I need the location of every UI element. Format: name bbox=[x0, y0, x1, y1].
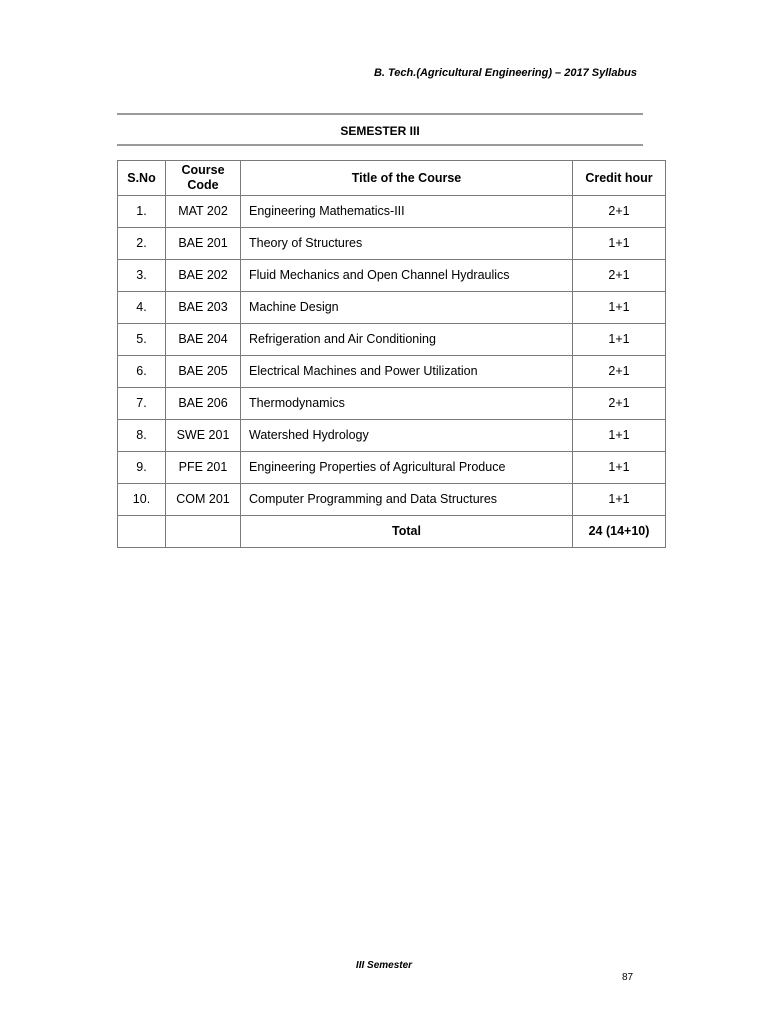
cell-credit-hour: 1+1 bbox=[573, 420, 666, 452]
cell-course-code: SWE 201 bbox=[166, 420, 241, 452]
cell-credit-hour: 1+1 bbox=[573, 324, 666, 356]
table-row bbox=[118, 452, 666, 484]
column-header-credit-hour: Credit hour bbox=[573, 161, 666, 196]
cell-course-title: Electrical Machines and Power Utilization bbox=[241, 356, 573, 388]
footer-semester-label: III Semester bbox=[355, 960, 413, 971]
empty-cell bbox=[166, 516, 241, 548]
cell-sno: 6. bbox=[118, 356, 166, 388]
cell-sno: 7. bbox=[118, 388, 166, 420]
column-header-course-code: Course Code bbox=[166, 161, 241, 196]
table-row bbox=[118, 484, 666, 516]
cell-credit-hour: 1+1 bbox=[573, 228, 666, 260]
table-body bbox=[118, 196, 666, 548]
cell-course-code: COM 201 bbox=[166, 484, 241, 516]
cell-course-title: Engineering Mathematics-III bbox=[241, 196, 573, 228]
cell-course-title: Engineering Properties of Agricultural Produce bbox=[241, 452, 573, 484]
cell-sno: 2. bbox=[118, 228, 166, 260]
cell-sno: 3. bbox=[118, 260, 166, 292]
cell-course-title: Machine Design bbox=[241, 292, 573, 324]
total-label: Total bbox=[241, 516, 573, 548]
cell-sno: 4. bbox=[118, 292, 166, 324]
cell-sno: 5. bbox=[118, 324, 166, 356]
column-header-sno: S.No bbox=[118, 161, 166, 196]
cell-course-title: Watershed Hydrology bbox=[241, 420, 573, 452]
table-row bbox=[118, 228, 666, 260]
empty-cell bbox=[118, 516, 166, 548]
table-row bbox=[118, 356, 666, 388]
cell-course-code: BAE 203 bbox=[166, 292, 241, 324]
cell-course-code: BAE 201 bbox=[166, 228, 241, 260]
table-row bbox=[118, 260, 666, 292]
table-header-row bbox=[118, 161, 666, 196]
cell-credit-hour: 2+1 bbox=[573, 260, 666, 292]
cell-credit-hour: 1+1 bbox=[573, 292, 666, 324]
cell-course-code: BAE 204 bbox=[166, 324, 241, 356]
cell-credit-hour: 1+1 bbox=[573, 452, 666, 484]
course-table bbox=[117, 160, 666, 548]
cell-credit-hour: 2+1 bbox=[573, 388, 666, 420]
total-credit-value: 24 (14+10) bbox=[573, 516, 666, 548]
cell-sno: 10. bbox=[118, 484, 166, 516]
cell-course-title: Thermodynamics bbox=[241, 388, 573, 420]
cell-credit-hour: 2+1 bbox=[573, 356, 666, 388]
cell-course-title: Fluid Mechanics and Open Channel Hydraulics bbox=[241, 260, 573, 292]
table-row bbox=[118, 196, 666, 228]
cell-sno: 8. bbox=[118, 420, 166, 452]
table-row bbox=[118, 324, 666, 356]
cell-course-code: MAT 202 bbox=[166, 196, 241, 228]
cell-course-code: PFE 201 bbox=[166, 452, 241, 484]
document-header: B. Tech.(Agricultural Engineering) – 2017 Syllabus bbox=[373, 67, 637, 79]
table-row bbox=[118, 388, 666, 420]
cell-course-title: Theory of Structures bbox=[241, 228, 573, 260]
cell-course-code: BAE 202 bbox=[166, 260, 241, 292]
page-number: 87 bbox=[622, 972, 634, 983]
cell-sno: 9. bbox=[118, 452, 166, 484]
cell-credit-hour: 2+1 bbox=[573, 196, 666, 228]
total-row bbox=[118, 516, 666, 548]
semester-title: SEMESTER III bbox=[340, 123, 420, 138]
cell-course-code: BAE 205 bbox=[166, 356, 241, 388]
cell-course-title: Refrigeration and Air Conditioning bbox=[241, 324, 573, 356]
cell-course-code: BAE 206 bbox=[166, 388, 241, 420]
table-row bbox=[118, 420, 666, 452]
cell-credit-hour: 1+1 bbox=[573, 484, 666, 516]
table-row bbox=[118, 292, 666, 324]
cell-sno: 1. bbox=[118, 196, 166, 228]
semester-heading-block bbox=[117, 113, 643, 146]
column-header-title: Title of the Course bbox=[241, 161, 573, 196]
cell-course-title: Computer Programming and Data Structures bbox=[241, 484, 573, 516]
